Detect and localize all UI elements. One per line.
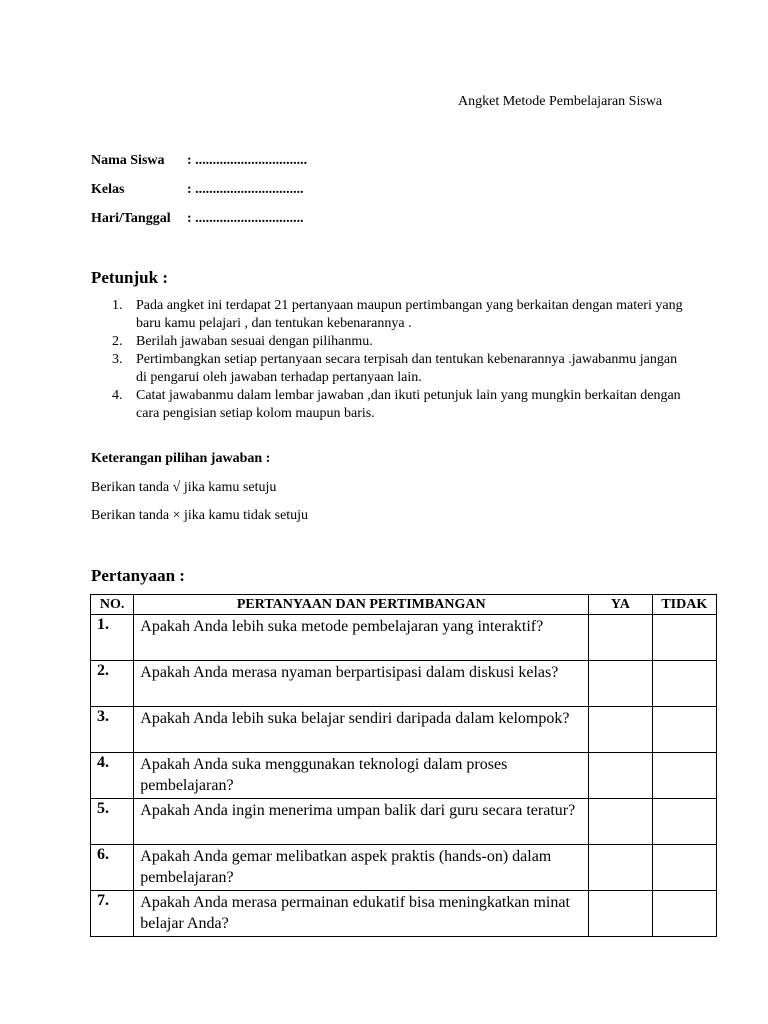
question-text: Apakah Anda ingin menerima umpan balik dari guru secara teratur? xyxy=(134,799,589,845)
instruction-number: 4. xyxy=(112,388,123,403)
answer-no-cell[interactable] xyxy=(652,799,716,845)
answer-key-agree: Berikan tanda √ jika kamu setuju xyxy=(91,480,277,495)
question-text: Apakah Anda lebih suka metode pembelajaran yang interaktif? xyxy=(134,615,589,661)
table-row xyxy=(91,845,717,891)
question-number: 6. xyxy=(91,845,134,891)
instruction-number: 1. xyxy=(112,298,123,313)
header-no: NO. xyxy=(91,595,134,615)
answer-yes-cell[interactable] xyxy=(589,799,652,845)
answer-yes-cell[interactable] xyxy=(589,707,652,753)
student-identity-block xyxy=(91,153,307,240)
class-blank: : ............................... xyxy=(187,182,304,197)
question-text: Apakah Anda merasa nyaman berpartisipasi dalam diskusi kelas? xyxy=(134,661,589,707)
instruction-item xyxy=(91,351,691,387)
instruction-number: 3. xyxy=(112,352,123,367)
instruction-item xyxy=(91,297,691,333)
class-label: Kelas xyxy=(91,182,125,197)
questionnaire-table xyxy=(90,594,717,937)
table-row xyxy=(91,891,717,937)
table-row xyxy=(91,799,717,845)
document-title: Angket Metode Pembelajaran Siswa xyxy=(458,94,663,109)
question-number: 4. xyxy=(91,753,134,799)
question-text: Apakah Anda suka menggunakan teknologi dalam proses pembelajaran? xyxy=(134,753,589,799)
identity-row-date xyxy=(91,211,307,240)
question-number: 7. xyxy=(91,891,134,937)
question-text: Apakah Anda lebih suka belajar sendiri daripada dalam kelompok? xyxy=(134,707,589,753)
table-row xyxy=(91,707,717,753)
answer-no-cell[interactable] xyxy=(652,707,716,753)
instruction-number: 2. xyxy=(112,334,123,349)
answer-key-disagree: Berikan tanda × jika kamu tidak setuju xyxy=(91,508,309,523)
answer-no-cell[interactable] xyxy=(652,753,716,799)
answer-yes-cell[interactable] xyxy=(589,661,652,707)
table-row xyxy=(91,661,717,707)
answer-key-title: Keterangan pilihan jawaban : xyxy=(91,451,271,466)
question-number: 3. xyxy=(91,707,134,753)
answer-yes-cell[interactable] xyxy=(589,753,652,799)
header-yes: YA xyxy=(589,595,652,615)
instruction-text: Pada angket ini terdapat 21 pertanyaan maupun pertimbangan yang berkaitan dengan materi yang baru kamu pelajari , dan tentukan kebenarannya . xyxy=(136,298,683,331)
question-text: Apakah Anda gemar melibatkan aspek praktis (hands-on) dalam pembelajaran? xyxy=(134,845,589,891)
question-number: 2. xyxy=(91,661,134,707)
instruction-item xyxy=(91,333,691,351)
instruction-text: Catat jawabanmu dalam lembar jawaban ,dan ikuti petunjuk lain yang mungkin berkaitan dengan cara pengisian setiap kolom maupun baris. xyxy=(136,388,681,421)
questions-heading: Pertanyaan : xyxy=(91,566,185,585)
header-question: PERTANYAAN DAN PERTIMBANGAN xyxy=(134,595,589,615)
table-row xyxy=(91,753,717,799)
answer-no-cell[interactable] xyxy=(652,891,716,937)
identity-row-name xyxy=(91,153,307,182)
date-blank: : ............................... xyxy=(187,211,304,226)
question-number: 1. xyxy=(91,615,134,661)
answer-no-cell[interactable] xyxy=(652,845,716,891)
table-row xyxy=(91,615,717,661)
answer-yes-cell[interactable] xyxy=(589,891,652,937)
instruction-text: Pertimbangkan setiap pertanyaan secara terpisah dan tentukan kebenarannya .jawabanmu jangan di pengarui oleh jawaban terhadap pertanyaan lain. xyxy=(136,352,678,385)
question-number: 5. xyxy=(91,799,134,845)
date-label: Hari/Tanggal xyxy=(91,211,171,226)
instructions-list xyxy=(91,297,691,423)
question-text: Apakah Anda merasa permainan edukatif bisa meningkatkan minat belajar Anda? xyxy=(134,891,589,937)
header-no-answer: TIDAK xyxy=(652,595,716,615)
identity-row-class xyxy=(91,182,307,211)
student-name-label: Nama Siswa xyxy=(91,153,165,168)
answer-yes-cell[interactable] xyxy=(589,615,652,661)
instruction-text: Berilah jawaban sesuai dengan pilihanmu. xyxy=(136,334,373,349)
answer-yes-cell[interactable] xyxy=(589,845,652,891)
student-name-blank: : ................................ xyxy=(187,153,308,168)
answer-no-cell[interactable] xyxy=(652,615,716,661)
instructions-heading: Petunjuk : xyxy=(91,268,168,287)
instruction-item xyxy=(91,387,691,423)
answer-no-cell[interactable] xyxy=(652,661,716,707)
table-header-row xyxy=(91,595,717,615)
